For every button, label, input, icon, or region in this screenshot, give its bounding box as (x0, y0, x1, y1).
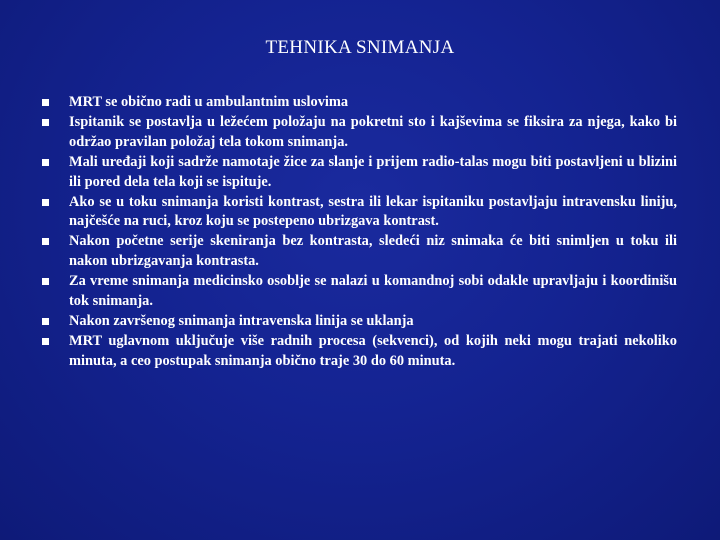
bullet-text: Nakon početne serije skeniranja bez kontrasta, sledeći niz snimaka će biti snimljen u toku ili nakon ubrizgavanja kontrasta. (69, 233, 677, 270)
square-bullet-icon (42, 159, 49, 166)
bullet-item (69, 312, 677, 332)
square-bullet-icon (42, 119, 49, 126)
bullet-text: Ispitanik se postavlja u ležećem položaju na pokretni sto i kajševima se fiksira za njega, kako bi održao pravilan položaj tela tokom snimanja. (69, 113, 677, 150)
square-bullet-icon (42, 318, 49, 325)
bullet-text: Nakon završenog snimanja intravenska linija se uklanja (69, 312, 414, 329)
bullet-item (69, 153, 677, 193)
bullet-item (69, 232, 677, 272)
bullet-text: Mali uređaji koji sadrže namotaje žice za slanje i prijem radio-talas mogu biti postavljeni u blizini ili pored dela tela koji se ispituje. (69, 153, 677, 190)
bullet-text: Za vreme snimanja medicinsko osoblje se nalazi u komandnoj sobi odakle upravljaju i koordinišu tok snimanja. (69, 273, 677, 310)
bullet-item (69, 113, 677, 153)
slide-title: TEHNIKA SNIMANJA (265, 37, 455, 58)
square-bullet-icon (42, 278, 49, 285)
bullet-item (69, 272, 677, 312)
square-bullet-icon (42, 99, 49, 106)
square-bullet-icon (42, 238, 49, 245)
bullet-text: MRT uglavnom uključuje više radnih procesa (sekvenci), od kojih neki mogu trajati nekoliko minuta, a ceo postupak snimanja obično traje 30 do 60 minuta. (69, 332, 677, 369)
bullet-item (69, 93, 677, 113)
square-bullet-icon (42, 199, 49, 206)
bullet-text: Ako se u toku snimanja koristi kontrast, sestra ili lekar ispitaniku postavljaju intravensku liniju, najčešće na ruci, kroz koju se postepeno ubrizgava kontrast. (69, 193, 677, 230)
square-bullet-icon (42, 338, 49, 345)
bullet-item (69, 332, 677, 372)
bullet-list (0, 93, 720, 372)
bullet-item (69, 193, 677, 233)
bullet-text: MRT se obično radi u ambulantnim uslovima (69, 94, 349, 110)
